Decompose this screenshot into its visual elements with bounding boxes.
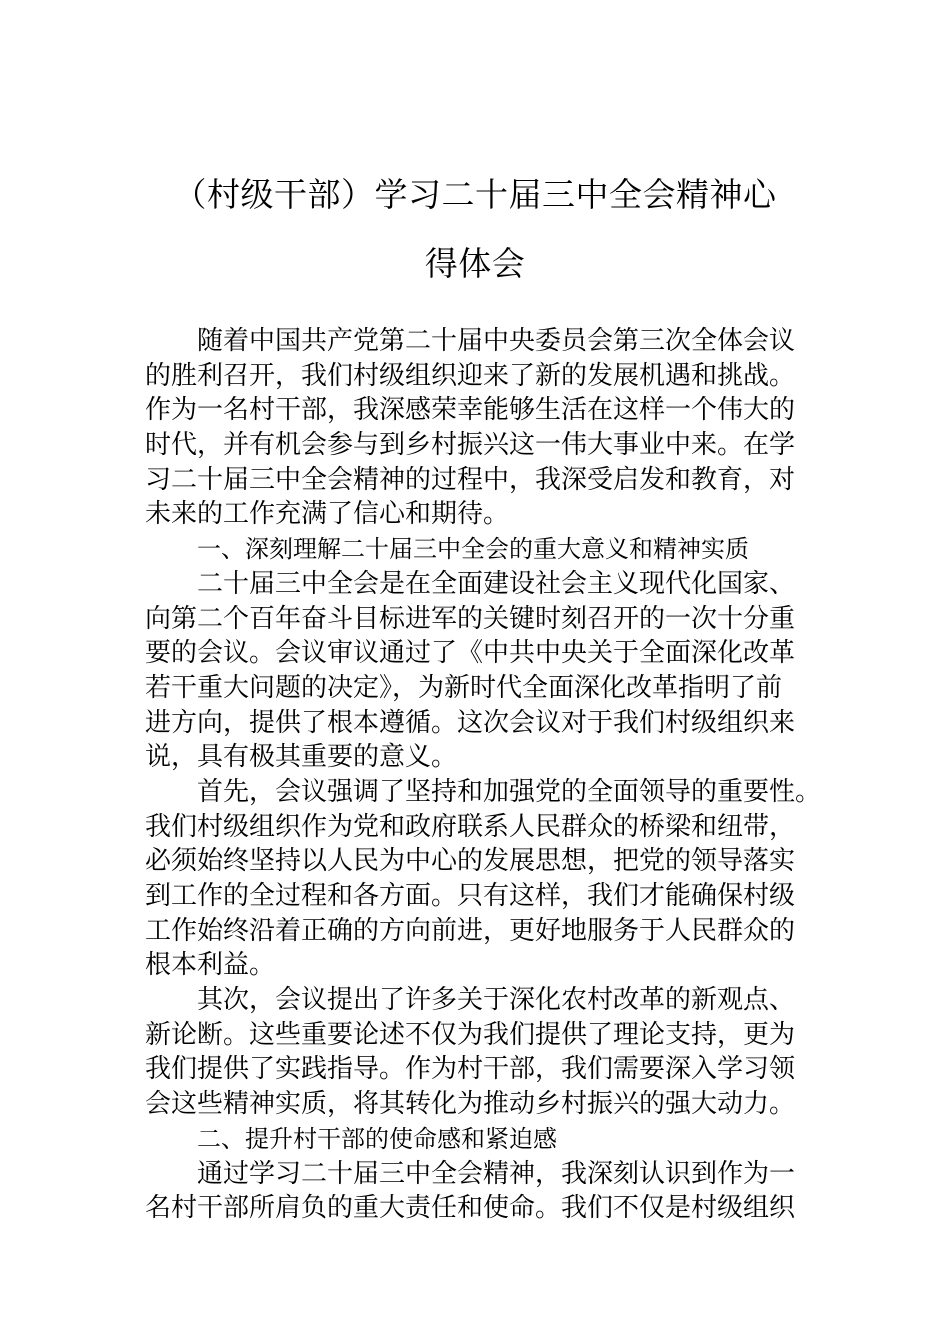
body-text-line: 作为一名村干部，我深感荣幸能够生活在这样一个伟大的 xyxy=(145,395,796,426)
body-text-line: 到工作的全过程和各方面。只有这样，我们才能确保村级 xyxy=(145,881,796,911)
body-text-line: 进方向，提供了根本遵循。这次会议对于我们村级组织来 xyxy=(145,707,796,738)
body-text-line: 必须始终坚持以人民为中心的发展思想，把党的领导落实 xyxy=(145,846,796,877)
document-body xyxy=(145,324,835,1226)
body-text-line: 随着中国共产党第二十届中央委员会第三次全体会议 xyxy=(197,326,796,356)
body-text-line: 习二十届三中全会精神的过程中，我深受启发和教育，对 xyxy=(145,464,796,495)
document-title-line-1: （村级干部）学习二十届三中全会精神心 xyxy=(173,175,777,214)
section-heading: 一、深刻理解二十届三中全会的重大意义和精神实质 xyxy=(197,535,749,564)
body-text-line: 时代，并有机会参与到乡村振兴这一伟大事业中来。在学 xyxy=(145,430,796,461)
body-text-line: 其次，会议提出了许多关于深化农村改革的新观点、 xyxy=(197,985,796,1016)
body-text-line: 新论断。这些重要论述不仅为我们提供了理论支持，更为 xyxy=(145,1019,796,1050)
body-text-line: 通过学习二十届三中全会精神，我深刻认识到作为一 xyxy=(197,1158,796,1189)
body-text-line: 工作始终沿着正确的方向前进，更好地服务于人民群众的 xyxy=(145,915,796,946)
body-text-line: 我们村级组织作为党和政府联系人民群众的桥梁和纽带， xyxy=(145,811,796,842)
body-text-line: 未来的工作充满了信心和期待。 xyxy=(145,499,510,530)
body-text-line: 向第二个百年奋斗目标进军的关键时刻召开的一次十分重 xyxy=(145,603,796,634)
body-text-line: 二十届三中全会是在全面建设社会主义现代化国家、 xyxy=(197,568,796,599)
body-text-line: 会这些精神实质，将其转化为推动乡村振兴的强大动力。 xyxy=(145,1089,796,1120)
document-title-line-2: 得体会 xyxy=(424,244,526,283)
body-text-line: 名村干部所肩负的重大责任和使命。我们不仅是村级组织 xyxy=(145,1193,796,1224)
body-text-line: 我们提供了实践指导。作为村干部，我们需要深入学习领 xyxy=(145,1054,796,1085)
body-text-line: 要的会议。会议审议通过了《中共中央关于全面深化改革 xyxy=(145,638,796,669)
section-heading: 二、提升村干部的使命感和紧迫感 xyxy=(197,1124,557,1153)
body-text-line: 首先，会议强调了坚持和加强党的全面领导的重要性。 xyxy=(197,776,822,807)
body-text-line: 的胜利召开，我们村级组织迎来了新的发展机遇和挑战。 xyxy=(145,360,796,391)
body-text-line: 说，具有极其重要的意义。 xyxy=(145,742,458,773)
body-text-line: 根本利益。 xyxy=(145,950,276,981)
body-text-line: 若干重大问题的决定》，为新时代全面深化改革指明了前 xyxy=(145,672,783,703)
